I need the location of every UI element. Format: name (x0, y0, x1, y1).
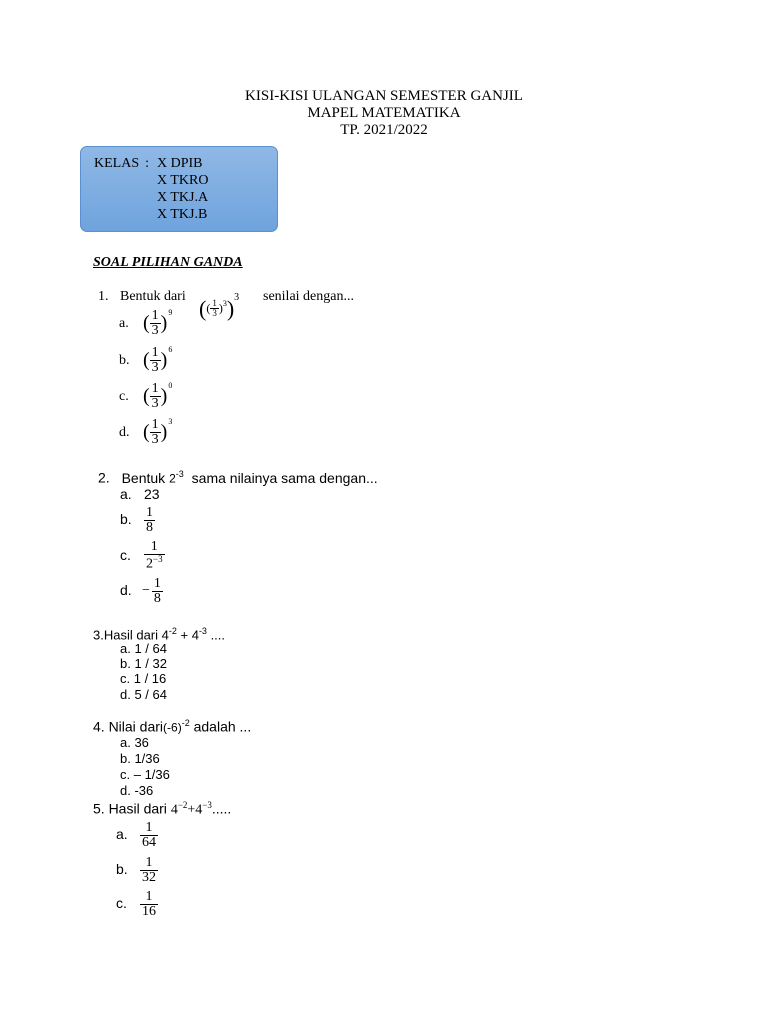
option-1b: b. ( $\frac{1}{3}$ )$^6$ (119, 345, 173, 376)
document-title: KISI-KISI ULANGAN SEMESTER GANJIL (245, 88, 523, 104)
option-5c: c. $\frac{1}{16}$ (116, 888, 156, 919)
option-1c: c. ( $\frac{1}{3}$ )$^0$ (119, 381, 173, 412)
option-4b: b. 1/36 (120, 751, 160, 766)
option-5b: b. $\frac{1}{32}$ (116, 854, 156, 885)
option-4c: c. – 1/36 (120, 767, 170, 782)
option-1a: a. ( $\frac{1}{3}$ )$^9$ (119, 308, 173, 339)
kelas-item: X DPIB (157, 156, 203, 171)
option-3b: b. 1 / 32 (120, 656, 167, 671)
option-2a: a. 23 (120, 486, 160, 502)
document-subject: MAPEL MATEMATIKA (307, 105, 461, 121)
option-3d: d. 5 / 64 (120, 687, 167, 702)
kelas-box (80, 146, 278, 232)
option-1d: d. ( $\frac{1}{3}$ )$^3$ (119, 417, 173, 448)
question-1-expression: (( $\frac{1}{3}$ )$^3$)$^3$ (199, 292, 240, 321)
document-year: TP. 2021/2022 (340, 122, 428, 138)
kelas-item: X TKRO (157, 173, 209, 188)
option-3a: a. 1 / 64 (120, 641, 167, 656)
section-title: SOAL PILIHAN GANDA (93, 255, 243, 270)
option-4d: d. -36 (120, 783, 154, 798)
question-3: 3.Hasil dari $4^{-2} + 4^{-3}$ .... (93, 626, 226, 643)
question-2: 2. Bentuk $2^{-3}$ sama nilainya sama dengan... (98, 469, 378, 486)
option-2b: b. $\frac{1}{8}$ (120, 504, 153, 535)
option-2d: d. − $\frac{1}{8}$ (120, 575, 161, 606)
kelas-item: X TKJ.B (157, 207, 208, 222)
question-4: 4. Nilai $dari(-6)^{-2}$ adalah ... (93, 718, 252, 735)
option-5a: a. $\frac{1}{64}$ (116, 819, 156, 850)
option-4a: a. 36 (120, 735, 149, 750)
question-1-suffix: senilai dengan... (263, 289, 354, 304)
kelas-item: X TKJ.A (157, 190, 209, 205)
option-2c: c. $\frac{1}{2^{-3}}$ (120, 539, 163, 573)
option-3c: c. 1 / 16 (120, 671, 167, 686)
question-5: 5. Hasil dari $4^{-2}+4^{-3}$..... (93, 800, 232, 818)
kelas-label: KELAS : (94, 156, 150, 171)
question-1: 1. Bentuk dari (98, 289, 186, 304)
